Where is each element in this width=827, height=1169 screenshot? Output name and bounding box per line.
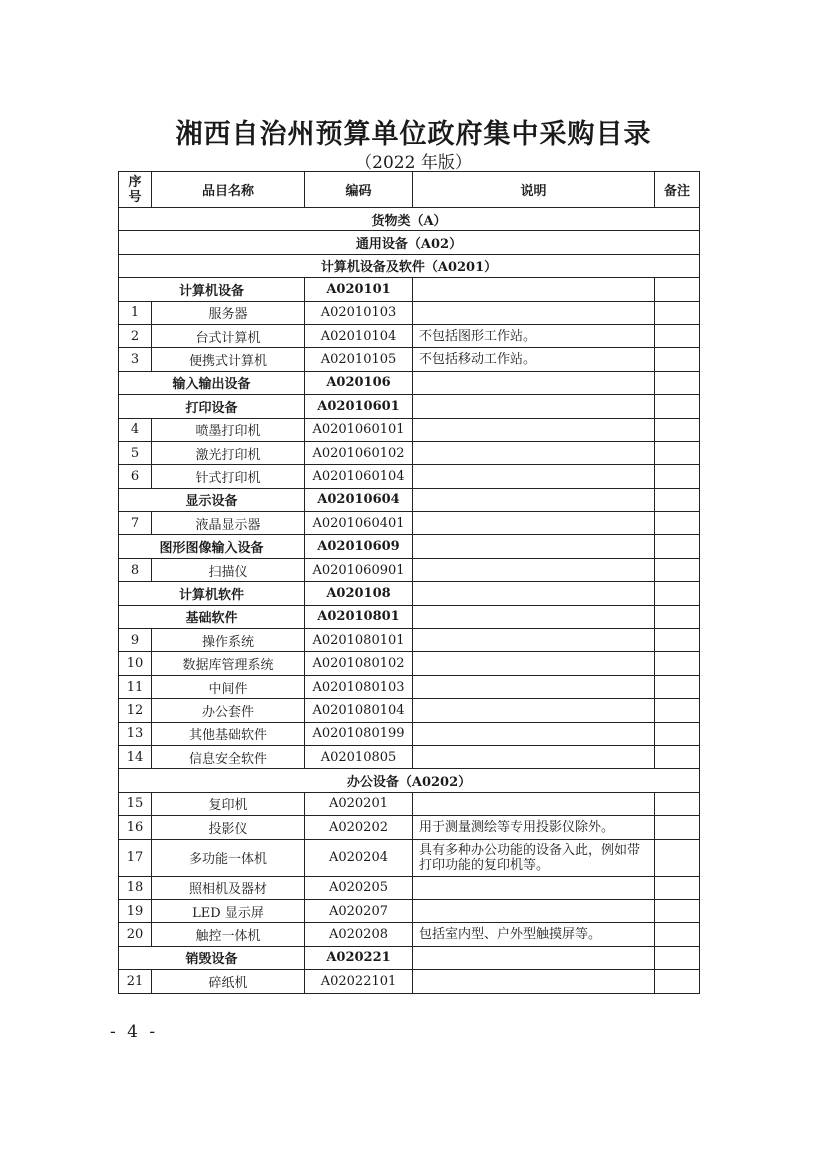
- item-desc: [413, 970, 655, 993]
- item-name: 碎纸机: [152, 970, 305, 993]
- item-remark: [655, 558, 700, 581]
- item-row: [119, 675, 700, 698]
- item-no: 19: [119, 899, 152, 922]
- table-body: [119, 208, 700, 994]
- item-no: 17: [119, 839, 152, 876]
- category-code: A02010601: [305, 395, 413, 418]
- item-code: A020205: [305, 876, 413, 899]
- item-row: [119, 745, 700, 768]
- item-desc: [413, 899, 655, 922]
- item-no: 5: [119, 441, 152, 464]
- item-no: 4: [119, 418, 152, 441]
- item-desc: [413, 699, 655, 722]
- category-remark: [655, 582, 700, 605]
- page-number: - 4 -: [110, 1022, 159, 1042]
- item-row: [119, 465, 700, 488]
- item-no: 21: [119, 970, 152, 993]
- item-row: [119, 899, 700, 922]
- category-remark: [655, 535, 700, 558]
- item-row: [119, 792, 700, 815]
- section-row: [119, 254, 700, 277]
- item-no: 11: [119, 675, 152, 698]
- item-remark: [655, 792, 700, 815]
- item-no: 16: [119, 816, 152, 839]
- item-no: 9: [119, 629, 152, 652]
- category-row: [119, 278, 700, 301]
- item-code: A02022101: [305, 970, 413, 993]
- item-remark: [655, 899, 700, 922]
- header-name: 品目名称: [152, 172, 305, 208]
- category-code: A020101: [305, 278, 413, 301]
- category-code: A02010801: [305, 605, 413, 628]
- section-title: 通用设备（A02）: [119, 231, 700, 254]
- item-remark: [655, 441, 700, 464]
- table-header-row: [119, 172, 700, 208]
- item-name: 服务器: [152, 301, 305, 324]
- item-row: [119, 816, 700, 839]
- category-desc: [413, 395, 655, 418]
- category-code: A02010604: [305, 488, 413, 511]
- item-no: 6: [119, 465, 152, 488]
- item-code: A02010805: [305, 745, 413, 768]
- item-name: 台式计算机: [152, 324, 305, 347]
- item-name: 中间件: [152, 675, 305, 698]
- category-row: [119, 582, 700, 605]
- item-desc: [413, 465, 655, 488]
- procurement-catalog-table: [118, 171, 700, 994]
- item-no: 2: [119, 324, 152, 347]
- item-remark: [655, 324, 700, 347]
- header-desc: 说明: [413, 172, 655, 208]
- item-desc: 不包括图形工作站。: [413, 324, 655, 347]
- item-name: 复印机: [152, 792, 305, 815]
- section-row: [119, 769, 700, 792]
- item-row: [119, 348, 700, 371]
- item-row: [119, 301, 700, 324]
- category-desc: [413, 278, 655, 301]
- item-name: 扫描仪: [152, 558, 305, 581]
- header-remark: 备注: [655, 172, 700, 208]
- category-name: 输入输出设备: [119, 371, 305, 394]
- item-desc: [413, 512, 655, 535]
- category-name: 打印设备: [119, 395, 305, 418]
- item-name: 激光打印机: [152, 441, 305, 464]
- item-code: A02010105: [305, 348, 413, 371]
- item-desc: [413, 652, 655, 675]
- item-row: [119, 722, 700, 745]
- category-row: [119, 535, 700, 558]
- category-name: 基础软件: [119, 605, 305, 628]
- item-code: A02010104: [305, 324, 413, 347]
- item-desc: [413, 629, 655, 652]
- header-seq-line1: 序: [128, 174, 142, 190]
- section-title: 计算机设备及软件（A0201）: [119, 254, 700, 277]
- item-no: 14: [119, 745, 152, 768]
- item-row: [119, 629, 700, 652]
- item-name: 多功能一体机: [152, 839, 305, 876]
- item-row: [119, 970, 700, 993]
- category-name: 显示设备: [119, 488, 305, 511]
- item-no: 7: [119, 512, 152, 535]
- item-no: 18: [119, 876, 152, 899]
- item-code: A020202: [305, 816, 413, 839]
- item-name: 办公套件: [152, 699, 305, 722]
- item-remark: [655, 465, 700, 488]
- item-code: A0201060102: [305, 441, 413, 464]
- item-code: A0201060901: [305, 558, 413, 581]
- item-name: 信息安全软件: [152, 745, 305, 768]
- item-name: 其他基础软件: [152, 722, 305, 745]
- item-name: 喷墨打印机: [152, 418, 305, 441]
- item-name: 投影仪: [152, 816, 305, 839]
- item-code: A020207: [305, 899, 413, 922]
- item-desc: [413, 441, 655, 464]
- item-no: 10: [119, 652, 152, 675]
- section-title: 货物类（A）: [119, 208, 700, 231]
- category-row: [119, 395, 700, 418]
- item-no: 8: [119, 558, 152, 581]
- item-desc: [413, 301, 655, 324]
- category-row: [119, 488, 700, 511]
- header-seq-line2: 号: [128, 189, 142, 205]
- item-desc: [413, 745, 655, 768]
- item-name: 照相机及器材: [152, 876, 305, 899]
- item-code: A0201060104: [305, 465, 413, 488]
- category-remark: [655, 488, 700, 511]
- category-name: 计算机设备: [119, 278, 305, 301]
- section-row: [119, 231, 700, 254]
- item-row: [119, 923, 700, 946]
- item-remark: [655, 652, 700, 675]
- document-title: 湘西自治州预算单位政府集中采购目录: [175, 119, 652, 150]
- item-desc: [413, 675, 655, 698]
- item-remark: [655, 745, 700, 768]
- category-desc: [413, 946, 655, 969]
- category-row: [119, 371, 700, 394]
- section-row: [119, 208, 700, 231]
- item-code: A0201060101: [305, 418, 413, 441]
- item-desc: 包括室内型、户外型触摸屏等。: [413, 923, 655, 946]
- item-row: [119, 558, 700, 581]
- item-name: 操作系统: [152, 629, 305, 652]
- item-name: 触控一体机: [152, 923, 305, 946]
- item-name: 便携式计算机: [152, 348, 305, 371]
- category-remark: [655, 395, 700, 418]
- category-row: [119, 946, 700, 969]
- item-code: A020201: [305, 792, 413, 815]
- item-remark: [655, 923, 700, 946]
- item-no: 3: [119, 348, 152, 371]
- category-code: A020108: [305, 582, 413, 605]
- item-remark: [655, 348, 700, 371]
- item-row: [119, 512, 700, 535]
- item-remark: [655, 629, 700, 652]
- item-no: 15: [119, 792, 152, 815]
- item-remark: [655, 839, 700, 876]
- item-desc: 具有多种办公功能的设备入此，例如带打印功能的复印机等。: [413, 839, 655, 876]
- item-desc: [413, 792, 655, 815]
- item-remark: [655, 722, 700, 745]
- category-desc: [413, 488, 655, 511]
- item-row: [119, 876, 700, 899]
- item-code: A0201080102: [305, 652, 413, 675]
- item-no: 1: [119, 301, 152, 324]
- category-remark: [655, 371, 700, 394]
- item-code: A020208: [305, 923, 413, 946]
- category-remark: [655, 946, 700, 969]
- item-no: 20: [119, 923, 152, 946]
- header-seq: [119, 172, 152, 208]
- item-row: [119, 324, 700, 347]
- item-name: 针式打印机: [152, 465, 305, 488]
- item-row: [119, 652, 700, 675]
- item-remark: [655, 816, 700, 839]
- category-name: 计算机软件: [119, 582, 305, 605]
- item-name: 液晶显示器: [152, 512, 305, 535]
- category-desc: [413, 371, 655, 394]
- item-remark: [655, 418, 700, 441]
- document-subtitle: （2022 年版）: [355, 153, 472, 173]
- item-row: [119, 839, 700, 876]
- category-name: 销毁设备: [119, 946, 305, 969]
- item-remark: [655, 699, 700, 722]
- item-code: A02010103: [305, 301, 413, 324]
- item-desc: [413, 418, 655, 441]
- item-desc: 用于测量测绘等专用投影仪除外。: [413, 816, 655, 839]
- item-remark: [655, 876, 700, 899]
- item-desc: [413, 722, 655, 745]
- category-desc: [413, 605, 655, 628]
- header-code: 编码: [305, 172, 413, 208]
- item-name: 数据库管理系统: [152, 652, 305, 675]
- item-remark: [655, 970, 700, 993]
- item-row: [119, 699, 700, 722]
- category-code: A02010609: [305, 535, 413, 558]
- item-desc: 不包括移动工作站。: [413, 348, 655, 371]
- item-row: [119, 441, 700, 464]
- item-desc: [413, 876, 655, 899]
- item-remark: [655, 301, 700, 324]
- item-desc: [413, 558, 655, 581]
- section-title: 办公设备（A0202）: [119, 769, 700, 792]
- item-row: [119, 418, 700, 441]
- item-code: A0201080103: [305, 675, 413, 698]
- item-no: 13: [119, 722, 152, 745]
- item-code: A020204: [305, 839, 413, 876]
- category-remark: [655, 605, 700, 628]
- item-code: A0201060401: [305, 512, 413, 535]
- item-code: A0201080104: [305, 699, 413, 722]
- category-row: [119, 605, 700, 628]
- category-name: 图形图像输入设备: [119, 535, 305, 558]
- category-code: A020106: [305, 371, 413, 394]
- category-remark: [655, 278, 700, 301]
- category-code: A020221: [305, 946, 413, 969]
- category-desc: [413, 535, 655, 558]
- item-remark: [655, 512, 700, 535]
- category-desc: [413, 582, 655, 605]
- item-name: LED 显示屏: [152, 899, 305, 922]
- item-code: A0201080101: [305, 629, 413, 652]
- item-no: 12: [119, 699, 152, 722]
- item-remark: [655, 675, 700, 698]
- item-code: A0201080199: [305, 722, 413, 745]
